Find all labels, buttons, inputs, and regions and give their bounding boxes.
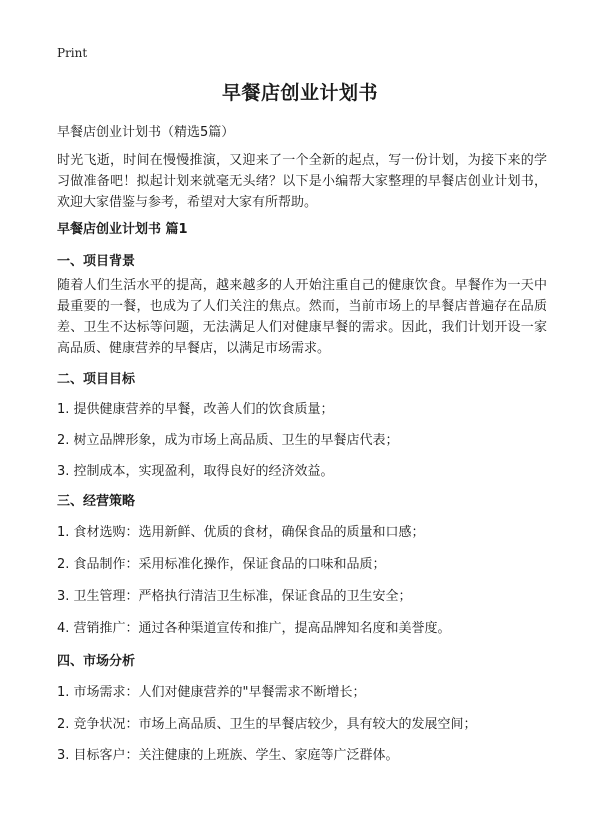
page-subtitle: 早餐店创业计划书（精选5篇）: [57, 125, 235, 140]
list-item: 2. 食品制作：采用标准化操作，保证食品的口味和品质；: [57, 557, 386, 572]
list-item: 1. 市场需求：人们对健康营养的"早餐需求不断增长；: [57, 685, 366, 700]
section-paragraph-background: 随着人们生活水平的提高，越来越多的人开始注重自己的健康饮食。早餐作为一天中最重要的一餐，也成为了人们关注的焦点。然而，当前市场上的早餐店普遍存在品质差、卫生不达标等问题，无法满足人们对健康早餐的需求。因此，我们计划开设一家高品质、健康营养的早餐店，以满足市场需求。: [57, 278, 547, 356]
intro-paragraph: 时光飞逝，时间在慢慢推演，又迎来了一个全新的起点，写一份计划，为接下来的学习做准备吧！拟起计划来就毫无头绪？以下是小编帮大家整理的早餐店创业计划书，欢迎大家借鉴与参考，希望对大家有所帮助。: [57, 153, 547, 210]
article-heading: 早餐店创业计划书 篇1: [57, 222, 188, 237]
list-item: 4. 营销推广：通过各种渠道宣传和推广，提高品牌知名度和美誉度。: [57, 621, 451, 636]
list-item: 1. 食材选购：选用新鲜、优质的食材，确保食品的质量和口感；: [57, 525, 425, 540]
list-item: 1. 提供健康营养的早餐，改善人们的饮食质量；: [57, 402, 334, 417]
list-item: 3. 卫生管理：严格执行清洁卫生标准，保证食品的卫生安全；: [57, 589, 412, 604]
print-link[interactable]: Print: [57, 46, 88, 60]
section-heading-strategy: 三、经营策略: [57, 494, 136, 509]
page-title: 早餐店创业计划书: [221, 82, 378, 104]
section-heading-market: 四、市场分析: [57, 654, 136, 669]
list-item: 2. 竞争状况：市场上高品质、卫生的早餐店较少，具有较大的发展空间；: [57, 717, 477, 732]
section-heading-background: 一、项目背景: [57, 254, 136, 269]
section-heading-goals: 二、项目目标: [57, 372, 136, 387]
list-item: 3. 目标客户：关注健康的上班族、学生、家庭等广泛群体。: [57, 748, 399, 763]
list-item: 3. 控制成本，实现盈利，取得良好的经济效益。: [57, 464, 334, 479]
list-item: 2. 树立品牌形象，成为市场上高品质、卫生的早餐店代表；: [57, 433, 399, 448]
